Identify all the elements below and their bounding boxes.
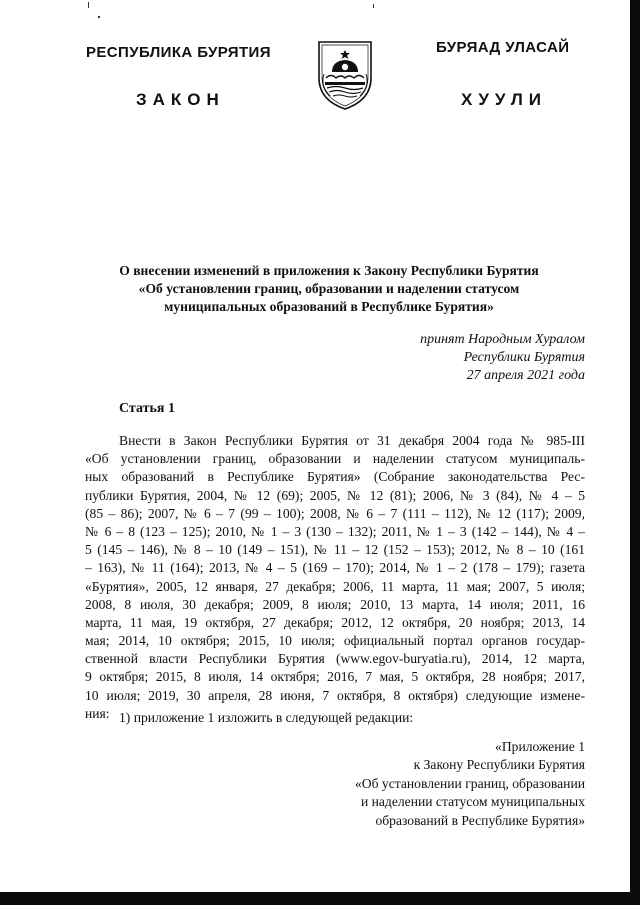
appendix-line: «Приложение 1 <box>495 739 585 754</box>
appendix-line: образований в Республике Бурятия» <box>375 812 585 828</box>
adoption-note <box>420 331 585 385</box>
scan-border-right <box>630 0 640 905</box>
adoption-line: Республики Бурятия <box>463 350 585 365</box>
body-line: марта, 11 мая, 19 октября, 27 декабря; 2012, 12 октября, 20 ноября; 2013, 14 <box>85 614 585 630</box>
body-line: «Бурятия», 2005, 12 января, 27 декабря; 2006, 11 марта, 11 мая; 2007, 5 июля; <box>85 578 585 594</box>
body-line: 5 (145 – 146), № 8 – 10 (149 – 151), № 11 – 12 (152 – 153); 2012, № 8 – 10 (161 <box>85 542 585 558</box>
article-heading: Статья 1 <box>119 401 175 416</box>
title-line: О внесении изменений в приложения к Закону Республики Бурятия <box>119 263 539 278</box>
header-republic-ru: РЕСПУБЛИКА БУРЯТИЯ <box>86 44 271 61</box>
body-line: 10 июля; 2019, 30 апреля, 28 июня, 7 октября, 8 октября) следующие измене- <box>85 687 585 703</box>
body-line: № 6 – 8 (123 – 125); 2010, № 1 – 3 (130 – 132); 2011, № 1 – 3 (142 – 144), № 4 – <box>85 523 585 539</box>
law-title <box>70 262 588 316</box>
body-line: – 163), № 11 (164); 2013, № 4 – 5 (169 – 170); 2014, № 1 – 2 (178 – 179); газета <box>85 560 585 576</box>
adoption-date: 27 апреля 2021 года <box>466 368 585 383</box>
scan-speck <box>88 2 89 8</box>
appendix-header <box>355 738 585 830</box>
appendix-line: «Об установлении границ, образовании <box>354 775 585 791</box>
body-line: мая; 2014, 10 октября; 2015, 10 июля; официальный портал органов государ- <box>85 633 585 649</box>
adoption-line: принят Народным Хуралом <box>420 332 585 347</box>
title-line: муниципальных образований в Республике Бурятия» <box>164 299 494 314</box>
header-republic-bua: БУРЯАД УЛАСАЙ <box>436 39 570 56</box>
coat-of-arms-icon <box>316 38 374 112</box>
body-line: 2008, 8 июля, 30 декабря; 2009, 8 июля; 2010, 13 марта, 14 июля; 2011, 16 <box>85 596 585 612</box>
header-law-bua: ХУУЛИ <box>461 90 547 109</box>
body-line: публики Бурятия, 2004, № 12 (69); 2005, № 12 (81); 2006, № 3 (84), № 4 – 5 <box>85 487 585 503</box>
body-line: ственной власти Республики Бурятия (www.egov-buryatia.ru), 2014, 12 марта, <box>85 651 585 667</box>
appendix-line: к Закону Республики Бурятия <box>413 757 585 773</box>
body-line: ных образований в Республике Бурятия» (Собрание законодательства Рес- <box>85 469 585 485</box>
scan-border-bottom <box>0 892 640 905</box>
list-item-1: 1) приложение 1 изложить в следующей редакции: <box>119 710 414 725</box>
article-body <box>85 432 585 723</box>
body-line: (85 – 86); 2007, № 6 – 7 (99 – 100); 2008, № 6 – 7 (111 – 112), № 12 (117); 2009, <box>85 505 585 521</box>
body-line: ния: <box>85 705 110 721</box>
body-line: «Об установлении границ, образовании и наделении статусом муниципаль- <box>85 451 585 467</box>
scan-speck <box>373 4 374 8</box>
body-line: 9 октября; 2015, 8 июля, 14 октября; 2016, 7 мая, 5 октября, 28 ноября; 2017, <box>85 669 585 685</box>
title-line: «Об установлении границ, образовании и наделении статусом <box>138 281 520 296</box>
body-line: Внести в Закон Республики Бурятия от 31 декабря 2004 года № 985-III <box>119 433 585 448</box>
header-law-ru: ЗАКОН <box>136 90 225 109</box>
scan-speck <box>98 16 100 18</box>
appendix-line: и наделении статусом муниципальных <box>360 794 585 810</box>
